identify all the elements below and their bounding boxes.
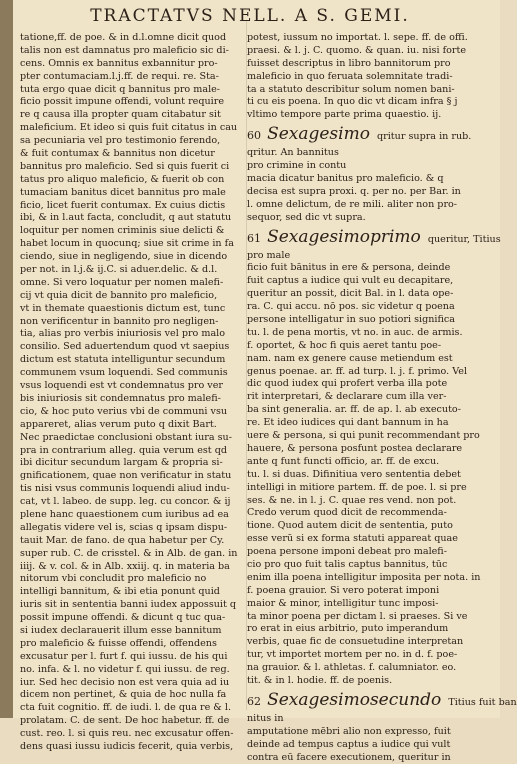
text-line: bannitus pro maleficio. Sed si quis fuerit ci (20, 160, 230, 172)
section-62-text (247, 713, 494, 764)
text-line: iiij. & v. col. & in Alb. xxiij. q. in materia ba (20, 560, 230, 572)
section-heading-aside: qritur supra in rub. (377, 131, 472, 143)
text-line: si iudex declarauerit illum esse bannitum (20, 624, 222, 636)
text-line: bis iniuriosis sit condemnatus pro malefi- (20, 392, 221, 404)
text-line: deinde ad tempus captus a iudice qui vult (247, 738, 451, 750)
text-line: ti cu eis poena. In quo dic vt dicam infra § j (247, 96, 458, 108)
text-line: f. poena grauior. Si vero poterat imponi (247, 584, 440, 596)
text-line: talis non est damnatus pro maleficio sic di- (20, 44, 229, 56)
text-line: ficio fuit bānitus in ere & persona, deinde (247, 262, 451, 274)
text-line: queritur an possit, dicit Bal. in l. data ope- (247, 288, 454, 300)
text-line: hauere, & persona posfunt postea declarare (247, 442, 463, 454)
text-line: pro crimine in contu (247, 160, 347, 172)
text-line: gnificationem, quae non verificatur in statu (20, 470, 232, 482)
text-line: tis nisi vsus communis loquendi aliud indu- (20, 483, 230, 495)
left-column (20, 32, 245, 754)
text-line: potest, iussum no importat. l. sepe. ff. de offi. (247, 32, 468, 43)
text-line: habet locum in quocunq; siue sit crime in fa (20, 238, 234, 250)
text-line: dic quod iudex qui profert verba illa pote (247, 378, 448, 390)
section-number: 60 (247, 129, 261, 143)
text-line: uere & persona, si qui punit recommendant pro (247, 430, 480, 442)
text-line: ta a statuto describitur solum nomen bani- (247, 83, 455, 95)
text-line: verbis, quae fic de consuetudine interpretan (247, 636, 464, 648)
text-line: persone intelligatur in suo potiori significa (247, 314, 455, 326)
text-line: re. Et ideo iudices qui dant bannum in ha (247, 417, 449, 429)
text-line: pro maleficio & fuisse offendi, offendens (20, 637, 217, 649)
section-number: 61 (247, 231, 261, 245)
text-line: ficio possit impune offendi, volunt require (20, 96, 224, 108)
text-line: ciendo, siue in negligendo, siue in dicendo (20, 251, 228, 263)
text-line: excusatur per l. furt f. qui iussu. de his qui (20, 650, 228, 662)
text-line: communem vsum loquendi. Sed communis (20, 367, 228, 379)
section-heading: Sexagesimosecundo (267, 689, 442, 710)
right-column-top-text (247, 32, 494, 122)
text-line: vsus loquendi est vt condemnatus pro ver (20, 380, 223, 392)
text-line: nam. nam ex genere cause metiendum est (247, 352, 453, 364)
text-line: amputatione mēbri alio non expresso, fuit (247, 725, 451, 737)
running-head: TRACTATVS NELL. A S. GEMI. (90, 6, 410, 26)
text-line: f. oportet, & hoc fi quis aeret tantu poe- (247, 339, 442, 351)
text-line: tu. l. si duas. Difinitiua vero sententia debet (247, 468, 461, 480)
text-line: super rub. C. de crisstel. & in Alb. de gan. in (20, 547, 238, 559)
text-line: cta fuit cognitio. ff. de iudi. l. de qua re & l. (20, 702, 232, 714)
text-line: iuris sit in sententia banni iudex appossuit q (20, 599, 237, 611)
text-line: non verificentur in bannito pro negligen- (20, 315, 219, 327)
text-line: possit impune offendi. & dicunt q tuc qua- (20, 612, 226, 624)
text-line: ba sint generalia. ar. ff. de ap. l. ab executo- (247, 404, 461, 416)
text-line: no. infa. & l. no videtur f. qui iussu. de reg. (20, 663, 230, 675)
text-line: pra in contrarium alleg. quia verum est qd (20, 444, 227, 456)
text-line: appareret, alias verum puto q dixit Bart. (20, 418, 217, 430)
text-line: ibi dicitur secundum largam & propria si- (20, 457, 223, 469)
section-heading: Sexagesimo (267, 124, 370, 145)
text-line: loquitur per nomen criminis siue delicti & (20, 225, 225, 237)
text-line: tia, alias pro verbis iniuriosis vel pro malo (20, 328, 226, 340)
section-61-rubric (247, 225, 501, 250)
text-line: tauit Mar. de fano. de qua habetur per Cy. (20, 534, 225, 546)
text-line: Nec praedictae conclusioni obstant iura su- (20, 431, 232, 443)
text-line: contra eū facere executionem, queritur in (247, 751, 451, 763)
text-line: tit. & in l. hodie. ff. de poenis. (247, 674, 393, 686)
section-62-rubric (247, 688, 517, 713)
text-line: tumaciam banitus dicet bannitus pro male (20, 186, 226, 198)
text-line: Credo verum quod dicit de recommenda- (247, 507, 447, 519)
text-line: enim illa poena intelligitur imposita per nota. in (247, 571, 481, 583)
text-line: consilio. Sed aduertendum quod vt saepius (20, 341, 230, 353)
text-line: tuta ergo quae dicit q bannitus pro male- (20, 83, 221, 95)
text-line: plene hanc quaestionem cum iuribus ad ea (20, 508, 229, 520)
text-line: per not. in l.j.& ij.C. si aduer.delic. & d.l. (20, 264, 218, 276)
text-line: intelligi in mitiore partem. ff. de poe. l. si pre (247, 481, 467, 493)
text-line: maleficium. Et ideo si quis fuit citatus in cau (20, 122, 238, 134)
text-line: pro male (247, 249, 291, 261)
text-line: cat, vt l. labeo. de supp. leg. cu concor. & ij (20, 496, 231, 508)
section-heading-aside: queritur, Titius (427, 233, 501, 245)
text-line: ro erat in eius arbitrio, puto imperandum (247, 623, 449, 635)
section-heading-aside: Titius fuit ban (448, 696, 517, 708)
text-line: ante q funt functi officio, ar. ff. de excu. (247, 455, 440, 467)
text-line: tatione,ff. de poe. & in d.l.omne dicit quod (20, 32, 227, 43)
text-line: l. omne delictum, de re mili. aliter non pro- (247, 198, 458, 210)
text-line: tione. Quod autem dicit de sententia, puto (247, 520, 453, 532)
text-line: na grauior. & l. athletas. f. calumniator. eo. (247, 662, 457, 674)
text-line: omne. Si vero loquatur per nomen malefi- (20, 276, 224, 288)
section-number: 62 (247, 694, 261, 708)
text-line: dictum est statuta intelliguntur secundum (20, 354, 226, 366)
text-line: macia dicatur banitus pro maleficio. & q (247, 173, 444, 185)
text-line: tu. l. de pena mortis, vt no. in auc. de armis. (247, 326, 463, 338)
text-line: sequor, sed dic vt supra. (247, 211, 366, 223)
text-line: tur, vt importet mortem per no. in d. f. poe- (247, 649, 458, 661)
text-line: re q causa illa propter quam citabatur sit (20, 109, 221, 121)
text-line: qritur. An bannitus (247, 147, 339, 159)
text-line: rit interpretari, & declarare cum illa ver- (247, 391, 447, 403)
text-line: intelligi bannitum, & ibi etia ponunt quid (20, 586, 220, 598)
section-61-text (247, 250, 494, 688)
section-60-text (247, 147, 494, 224)
text-line: fuit captus a iudice qui vult eu decapitare, (247, 275, 454, 287)
text-line: dens quasi iussu iudicis fecerit, quia verbis, (20, 740, 234, 752)
section-60-rubric (247, 122, 494, 147)
page-gutter-shadow (0, 0, 13, 718)
text-line: cust. reo. l. si quis reu. nec excusatur offen- (20, 728, 234, 740)
text-line: cio, & hoc puto verius vbi de communi vsu (20, 405, 228, 417)
text-line: tatus pro aliquo maleficio, & fuerit ob con (20, 173, 225, 185)
text-line: iur. Sed hec decisio non est vera quia ad iu (20, 676, 230, 688)
text-line: genus poenae. ar. ff. ad turp. l. j. f. primo. Vel (247, 365, 468, 377)
text-line: & fuit contumax & bannitus non dicetur (20, 148, 215, 160)
text-line: cens. Omnis ex bannitus exbannitur pro- (20, 57, 218, 69)
right-column (247, 32, 517, 764)
text-line: dicem non pertinet, & quia de hoc nulla fa (20, 689, 227, 701)
text-line: vltimo tempore parte prima quaestio. ij. (247, 109, 442, 121)
text-line: fuisset descriptus in libro bannitorum pro (247, 57, 451, 69)
text-line: decisa est supra proxi. q. per no. per Bar. in (247, 185, 461, 197)
section-heading: Sexagesimoprimo (267, 226, 421, 247)
text-line: cij vt quia dicit de bannito pro maleficio, (20, 289, 218, 301)
text-line: vt in themate quaestionis dictum est, tunc (20, 302, 226, 314)
text-line: praesi. & l. j. C. quomo. & quan. iu. nisi forte (247, 44, 467, 56)
text-line: nitus in (247, 712, 284, 724)
text-line: sa pecuniaria vel pro testimonio ferendo, (20, 135, 221, 147)
text-line: ra. C. qui accu. nō pos. sic videtur q poena (247, 301, 455, 313)
text-line: ta minor poena per dictam l. si praeses. Si ve (247, 610, 468, 622)
text-line: esse verū si ex forma statuti appareat quae (247, 533, 458, 545)
text-line: pter contumaciam.l.j.ff. de requi. re. Sta- (20, 70, 219, 82)
text-line: cio pro quo fuit talis captus bannitus, tūc (247, 558, 448, 570)
text-line: maleficio in quo feruata solemnitate tradi- (247, 70, 453, 82)
text-line: poena persone imponi debeat pro malefi- (247, 546, 447, 558)
text-line: prolatam. C. de sent. De hoc habetur. ff. de (20, 715, 230, 727)
text-line: nitorum vbi concludit pro maleficio no (20, 573, 207, 585)
text-line: ibi, & in l.aut facta, concludit, q aut statutu (20, 212, 232, 224)
text-line: maior & minor, intelligitur tunc imposi- (247, 597, 439, 609)
text-line: allegatis videre vel is, scias q ipsam dispu- (20, 521, 228, 533)
text-line: ficio, licet fuerit contumax. Ex cuius dictis (20, 199, 226, 211)
text-line: ses. & ne. in l. j. C. quae res vend. non pot. (247, 494, 457, 506)
